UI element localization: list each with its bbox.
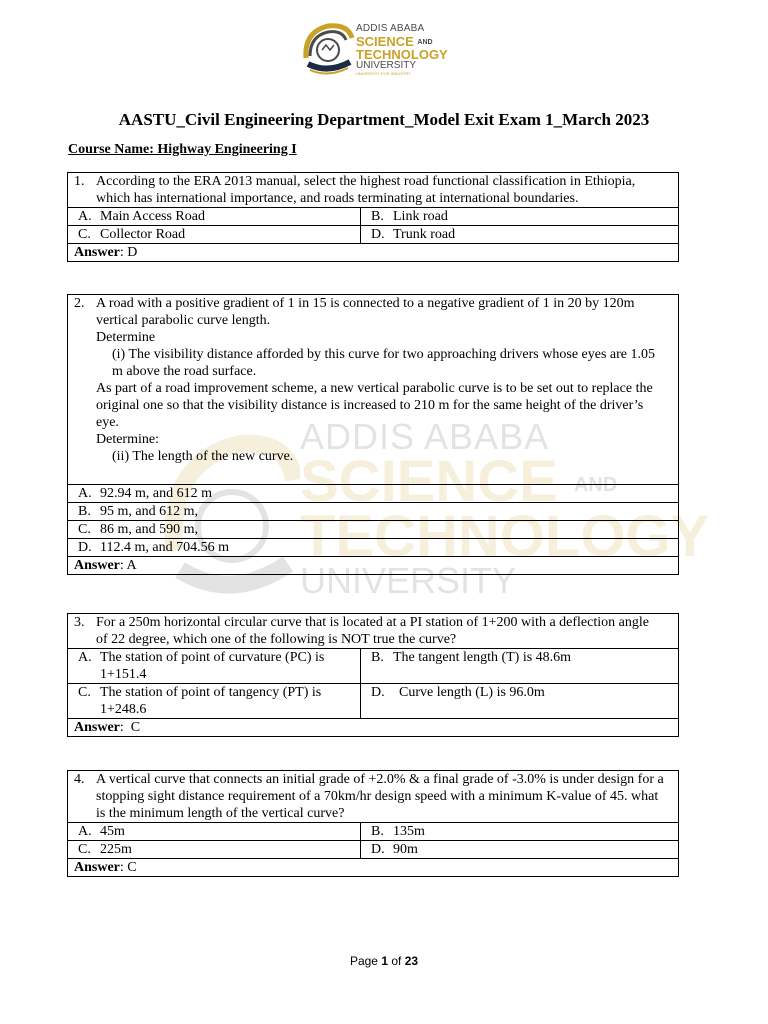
answer-value: : C <box>119 860 137 875</box>
answer-row <box>68 719 679 737</box>
question-part-1: (i) The visibility distance afforded by this curve for two approaching drivers whose eyes are 1.05 m above the road surface. <box>112 347 655 379</box>
answer-value: : C <box>119 720 141 735</box>
option-letter: D. <box>371 685 385 700</box>
logo-tagline: UNIVERSITY FOR INDUSTRY <box>356 71 411 76</box>
question-4-table <box>67 770 679 877</box>
option-text: 86 m, and 590 m, <box>100 522 198 537</box>
option-text: 90m <box>393 842 418 857</box>
question-1-table <box>67 172 679 262</box>
option-letter: D. <box>78 540 92 555</box>
total-pages: 23 <box>404 954 419 968</box>
answer-value: : A <box>119 558 137 573</box>
watermark-and-word: AND <box>573 474 618 497</box>
exam-title: AASTU_Civil Engineering Department_Model Exit Exam 1_March 2023 <box>118 110 650 129</box>
option-b-cell <box>361 208 679 226</box>
watermark-line-technology: TECHNOLOGY <box>300 504 710 570</box>
question-number: 3. <box>74 615 85 630</box>
option-a-cell <box>68 208 361 226</box>
answer-label: Answer <box>74 860 120 875</box>
option-d-cell <box>361 841 679 859</box>
option-letter: B. <box>78 504 91 519</box>
determine-label-1: Determine <box>96 330 156 345</box>
watermark-line-university: UNIVERSITY <box>300 560 517 602</box>
question-3-table <box>67 613 679 737</box>
option-letter: A. <box>78 209 92 224</box>
university-emblem-icon <box>300 18 356 80</box>
option-b-cell <box>361 823 679 841</box>
watermark-science-word: SCIENCE <box>300 449 558 515</box>
logo-science-word: SCIENCE <box>356 34 414 49</box>
watermark-line-addis: ADDIS ABABA <box>300 416 550 457</box>
logo-wordmark <box>356 24 448 76</box>
option-text: 95 m, and 612 m, <box>100 504 198 519</box>
option-c-cell <box>68 521 679 539</box>
option-b-cell <box>68 503 679 521</box>
option-text: Curve length (L) is 96.0m <box>399 685 545 700</box>
logo-line-university: UNIVERSITY <box>356 60 417 71</box>
option-letter: A. <box>78 486 92 501</box>
option-letter: C. <box>78 685 91 700</box>
question-text: A vertical curve that connects an initial grade of +2.0% & a final grade of -3.0% is under design for a stopping sight distance requirement of a 70km/hr design speed with a minimum K-value of 45. what is the minimum length of the vertical curve? <box>96 772 664 821</box>
answer-row <box>68 557 679 575</box>
option-text: 225m <box>100 842 132 857</box>
question-part-2: (ii) The length of the new curve. <box>112 449 294 464</box>
question-number: 2. <box>74 296 85 311</box>
current-page: 1 <box>381 954 388 968</box>
question-number: 1. <box>74 174 85 189</box>
option-text: The tangent length (T) is 48.6m <box>393 650 572 665</box>
option-d-cell <box>361 684 679 719</box>
question-body <box>96 295 664 481</box>
page-word: Page <box>349 954 378 968</box>
option-a-cell <box>68 485 679 503</box>
of-word: of <box>391 954 402 968</box>
option-letter: C. <box>78 842 91 857</box>
university-logo <box>300 18 470 80</box>
option-b-cell <box>361 649 679 684</box>
question-2-stem <box>68 295 679 485</box>
question-middle: As part of a road improvement scheme, a new vertical parabolic curve is to be set out to replace the original one so that the visibility distance is increased to 210 m for the same height of the driver’s eye. <box>96 381 653 430</box>
option-letter: B. <box>371 209 384 224</box>
option-text: Link road <box>393 209 448 224</box>
option-text: 135m <box>393 824 425 839</box>
question-text: For a 250m horizontal circular curve that is located at a PI station of 1+200 with a deflection angle of 22 degree, which one of the following is NOT true the curve? <box>96 615 649 647</box>
option-c-cell <box>68 226 361 244</box>
answer-row <box>68 244 679 262</box>
question-text: According to the ERA 2013 manual, select the highest road functional classification in Ethiopia, which has international importance, and roads terminating at international boundaries. <box>96 174 636 206</box>
course-name: Course Name: Highway Engineering I <box>68 142 297 157</box>
option-text: 112.4 m, and 704.56 m <box>100 540 229 555</box>
option-letter: A. <box>78 824 92 839</box>
option-letter: A. <box>78 650 92 665</box>
option-d-cell <box>68 539 679 557</box>
option-letter: B. <box>371 650 384 665</box>
option-d-cell <box>361 226 679 244</box>
option-letter: D. <box>371 842 385 857</box>
option-text: Collector Road <box>100 227 186 242</box>
question-2-table <box>67 294 679 575</box>
option-letter: D. <box>371 227 385 242</box>
answer-label: Answer <box>74 558 120 573</box>
question-4-stem <box>68 771 679 823</box>
option-letter: C. <box>78 227 91 242</box>
option-text: 45m <box>100 824 125 839</box>
option-text: The station of point of curvature (PC) is 1+151.4 <box>100 650 325 682</box>
answer-label: Answer <box>74 720 120 735</box>
question-3-stem <box>68 614 679 649</box>
option-c-cell <box>68 841 361 859</box>
option-letter: B. <box>371 824 384 839</box>
logo-line-addis: ADDIS ABABA <box>356 23 425 34</box>
answer-label: Answer <box>74 245 120 260</box>
logo-and-word: AND <box>417 39 433 47</box>
option-a-cell <box>68 649 361 684</box>
determine-label-2: Determine: <box>96 432 159 447</box>
question-1-stem <box>68 173 679 208</box>
option-text: Trunk road <box>393 227 456 242</box>
option-text: Main Access Road <box>100 209 205 224</box>
option-c-cell <box>68 684 361 719</box>
answer-value: : D <box>119 245 138 260</box>
option-letter: C. <box>78 522 91 537</box>
option-a-cell <box>68 823 361 841</box>
question-number: 4. <box>74 772 85 787</box>
question-intro: A road with a positive gradient of 1 in 15 is connected to a negative gradient of 1 in 20 by 120m vertical parabolic curve length. <box>96 296 635 328</box>
page-number <box>0 954 768 968</box>
answer-row <box>68 859 679 877</box>
logo-line-technology: TECHNOLOGY <box>356 47 448 62</box>
option-text: The station of point of tangency (PT) is 1+248.6 <box>100 685 332 717</box>
option-text: 92.94 m, and 612 m <box>100 486 212 501</box>
